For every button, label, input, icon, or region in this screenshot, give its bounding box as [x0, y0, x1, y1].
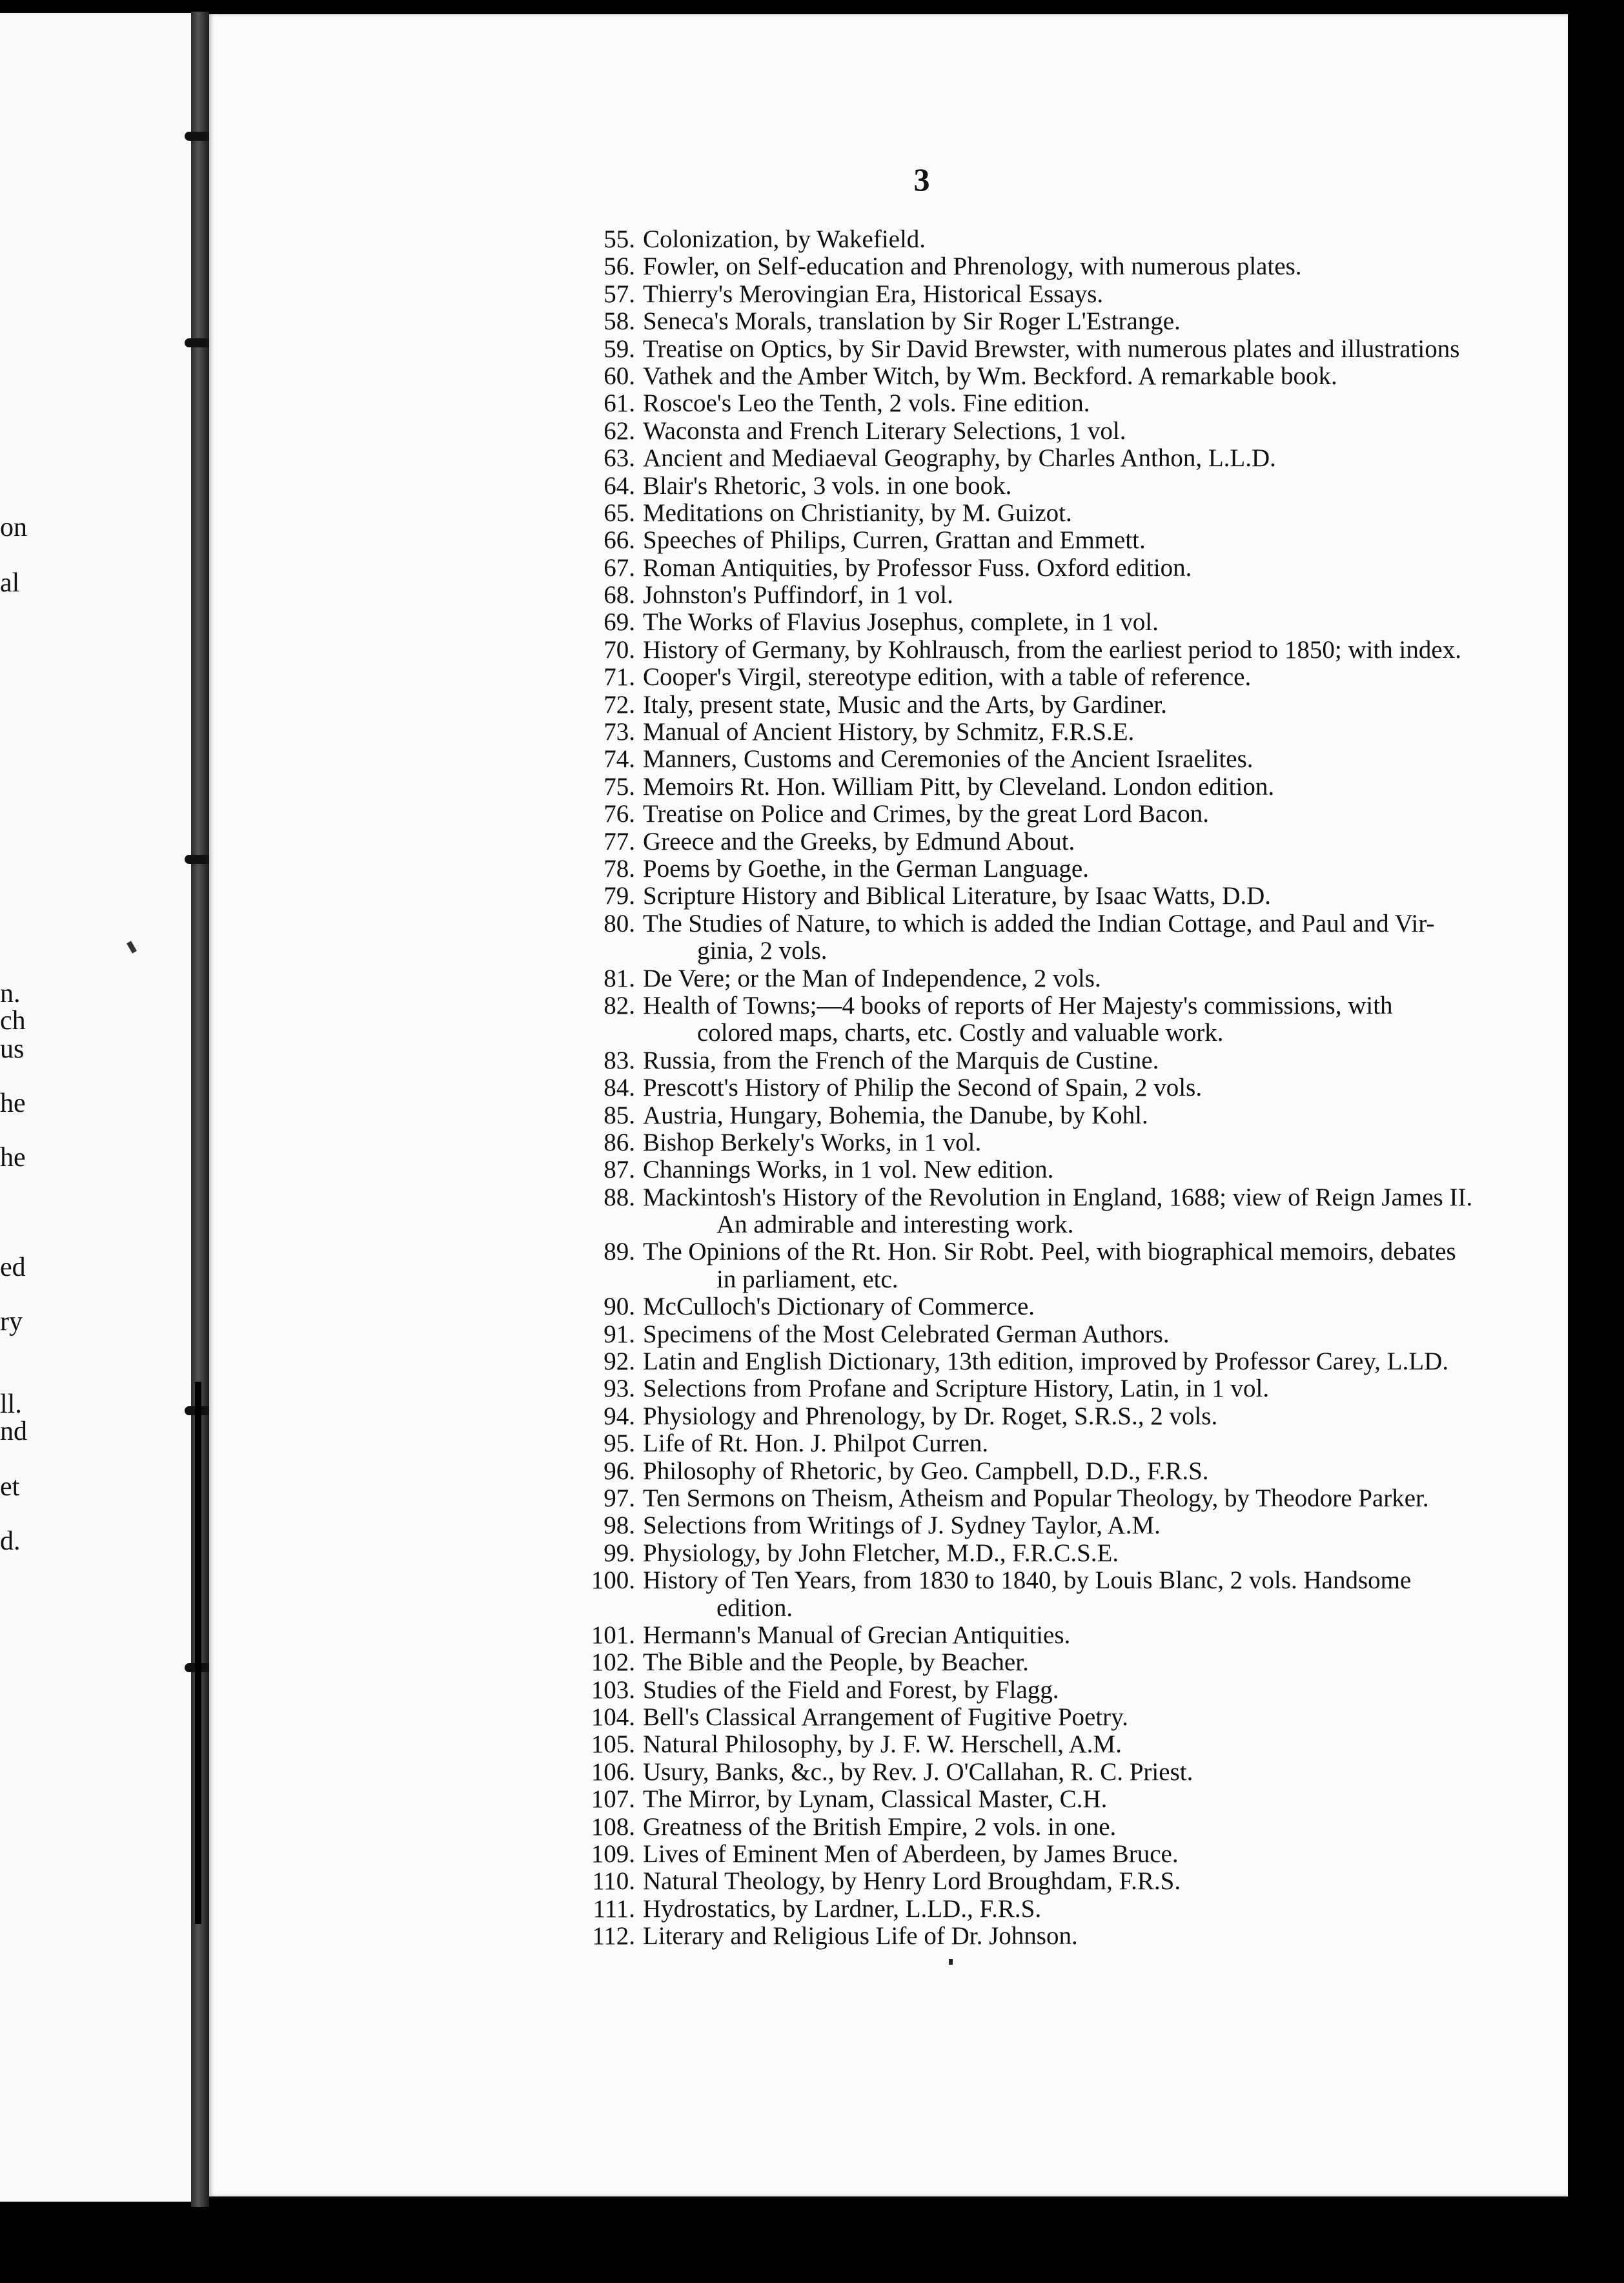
list-item	[209, 1786, 1568, 1813]
margin-fragment: d.	[0, 1526, 21, 1556]
list-item	[209, 582, 1568, 609]
book-list	[209, 226, 1568, 1950]
entry-title: McCulloch's Dictionary of Commerce.	[643, 1293, 1035, 1321]
list-item	[209, 1074, 1568, 1101]
list-item	[209, 637, 1568, 664]
list-item	[209, 746, 1568, 773]
list-item	[209, 1677, 1568, 1704]
entry-title: Manual of Ancient History, by Schmitz, F.R.S.E.	[643, 718, 1135, 746]
entry-number: 93.	[604, 1375, 635, 1403]
list-item	[209, 500, 1568, 527]
entry-number: 90.	[604, 1293, 635, 1321]
entry-number: 79.	[604, 882, 635, 910]
list-item	[209, 527, 1568, 554]
list-item-continuation	[209, 937, 1568, 965]
entry-title: Bishop Berkely's Works, in 1 vol.	[643, 1128, 982, 1156]
list-item	[209, 1923, 1568, 1950]
list-item-continuation	[209, 1211, 1568, 1238]
entry-title: Ten Sermons on Theism, Atheism and Popular Theology, by Theodore Parker.	[643, 1484, 1429, 1512]
list-item	[209, 992, 1568, 1019]
entry-number: 78.	[604, 854, 635, 883]
entry-title: Scripture History and Biblical Literature, by Isaac Watts, D.D.	[643, 882, 1272, 910]
entry-number: 59.	[604, 334, 635, 363]
entry-number: 85.	[604, 1101, 635, 1129]
list-item	[209, 883, 1568, 910]
list-item	[209, 473, 1568, 500]
list-item	[209, 418, 1568, 445]
list-item	[209, 1868, 1568, 1895]
entry-number: 72.	[604, 690, 635, 719]
list-item	[209, 1348, 1568, 1375]
list-item-continuation	[209, 1266, 1568, 1293]
entry-number: 67.	[604, 553, 635, 582]
entry-title: Greece and the Greeks, by Edmund About.	[643, 827, 1075, 855]
list-item	[209, 226, 1568, 253]
entry-number: 75.	[604, 772, 635, 801]
entry-number: 95.	[604, 1429, 635, 1458]
entry-title: Natural Theology, by Henry Lord Broughdam, F.R.S.	[643, 1867, 1181, 1896]
list-item	[209, 1649, 1568, 1676]
entry-number: 70.	[604, 635, 635, 664]
entry-title-continuation: ginia, 2 vols.	[697, 937, 827, 965]
entry-title: Austria, Hungary, Bohemia, the Danube, by Kohl.	[643, 1101, 1148, 1129]
entry-number: 108.	[591, 1812, 635, 1841]
entry-title: Natural Philosophy, by J. F. W. Herschell, A.M.	[643, 1730, 1122, 1759]
entry-number: 84.	[604, 1074, 635, 1102]
list-item	[209, 1047, 1568, 1074]
entry-number: 109.	[591, 1840, 635, 1868]
list-item	[209, 1704, 1568, 1731]
entry-title: The Bible and the People, by Beacher.	[643, 1648, 1029, 1677]
entry-number: 83.	[604, 1046, 635, 1074]
catalogue-page	[209, 14, 1568, 2196]
entry-title: Hydrostatics, by Lardner, L.LD., F.R.S.	[643, 1894, 1042, 1923]
ink-mark	[949, 1959, 953, 1965]
entry-title: Bell's Classical Arrangement of Fugitive Poetry.	[643, 1703, 1128, 1732]
entry-number: 111.	[593, 1894, 635, 1923]
entry-title: The Studies of Nature, to which is added the Indian Cottage, and Paul and Vir-	[643, 909, 1435, 937]
list-item	[209, 1238, 1568, 1265]
entry-number: 98.	[604, 1511, 635, 1540]
list-item	[209, 965, 1568, 992]
list-item	[209, 801, 1568, 828]
entry-title: Physiology and Phrenology, by Dr. Roget, S.R.S., 2 vols.	[643, 1402, 1218, 1430]
entry-number: 77.	[604, 827, 635, 855]
entry-number: 57.	[604, 280, 635, 308]
list-item	[209, 1375, 1568, 1402]
list-item	[209, 1841, 1568, 1868]
list-item	[209, 1512, 1568, 1539]
list-item-continuation	[209, 1595, 1568, 1622]
list-item	[209, 1814, 1568, 1841]
list-item	[209, 1293, 1568, 1320]
entry-number: 97.	[604, 1484, 635, 1512]
margin-fragment: al	[0, 568, 20, 598]
entry-number: 58.	[604, 307, 635, 336]
entry-number: 74.	[604, 745, 635, 773]
entry-number: 89.	[604, 1238, 635, 1266]
list-item	[209, 308, 1568, 335]
entry-number: 110.	[592, 1867, 635, 1896]
entry-title: Literary and Religious Life of Dr. Johnson.	[643, 1922, 1078, 1950]
entry-number: 86.	[604, 1128, 635, 1156]
entry-title: Specimens of the Most Celebrated German Authors.	[643, 1320, 1170, 1348]
list-item	[209, 664, 1568, 691]
entry-title: Memoirs Rt. Hon. William Pitt, by Cleveland. London edition.	[643, 772, 1275, 801]
margin-fragment: et	[0, 1472, 20, 1502]
entry-title: Health of Towns;—4 books of reports of Her Majesty's commissions, with	[643, 991, 1393, 1019]
entry-title: Life of Rt. Hon. J. Philpot Curren.	[643, 1429, 989, 1458]
entry-title: Treatise on Police and Crimes, by the great Lord Bacon.	[643, 800, 1209, 828]
entry-number: 101.	[591, 1621, 635, 1649]
list-item	[209, 1731, 1568, 1758]
list-item-continuation	[209, 1019, 1568, 1047]
entry-title: Philosophy of Rhetoric, by Geo. Campbell, D.D., F.R.S.	[643, 1457, 1209, 1485]
entry-title: The Opinions of the Rt. Hon. Sir Robt. Peel, with biographical memoirs, debates	[643, 1238, 1456, 1266]
list-item	[209, 1129, 1568, 1156]
entry-number: 102.	[591, 1648, 635, 1677]
entry-title: Seneca's Morals, translation by Sir Roger L'Estrange.	[643, 307, 1181, 336]
entry-title: Prescott's History of Philip the Second of Spain, 2 vols.	[643, 1074, 1203, 1102]
list-item	[209, 555, 1568, 582]
entry-title: Channings Works, in 1 vol. New edition.	[643, 1156, 1054, 1184]
list-item	[209, 1540, 1568, 1567]
entry-title: Blair's Rhetoric, 3 vols. in one book.	[643, 471, 1012, 500]
margin-fragment: n.	[0, 979, 21, 1008]
margin-fragment: he	[0, 1089, 26, 1118]
margin-fragment: he	[0, 1143, 26, 1172]
list-item	[209, 609, 1568, 636]
entry-number: 107.	[591, 1785, 635, 1814]
entry-title: History of Germany, by Kohlrausch, from the earliest period to 1850; with index.	[643, 635, 1461, 664]
entry-title: The Works of Flavius Josephus, complete, in 1 vol.	[643, 608, 1159, 637]
list-item	[209, 390, 1568, 417]
entry-title: Treatise on Optics, by Sir David Brewster, with numerous plates and illustrations	[643, 334, 1460, 363]
margin-fragment: ry	[0, 1307, 23, 1336]
list-item	[209, 336, 1568, 363]
list-item	[209, 363, 1568, 390]
entry-title: History of Ten Years, from 1830 to 1840, by Louis Blanc, 2 vols. Handsome	[643, 1566, 1412, 1595]
entry-title: Thierry's Merovingian Era, Historical Essays.	[643, 280, 1104, 308]
list-item	[209, 691, 1568, 719]
margin-fragment: nd	[0, 1417, 27, 1446]
entry-number: 100.	[591, 1566, 635, 1595]
entry-title: Studies of the Field and Forest, by Flagg.	[643, 1675, 1059, 1704]
left-facing-page	[0, 13, 191, 2202]
entry-number: 81.	[604, 964, 635, 992]
entry-number: 62.	[604, 416, 635, 445]
entry-number: 63.	[604, 444, 635, 473]
list-item	[209, 855, 1568, 883]
entry-title-continuation: edition.	[716, 1593, 793, 1622]
entry-title: Ancient and Mediaeval Geography, by Charles Anthon, L.L.D.	[643, 444, 1276, 473]
entry-number: 61.	[604, 389, 635, 418]
margin-fragment: on	[0, 513, 27, 542]
entry-title: Cooper's Virgil, stereotype edition, with a table of reference.	[643, 663, 1252, 691]
list-item	[209, 1430, 1568, 1457]
entry-number: 94.	[604, 1402, 635, 1430]
entry-number: 66.	[604, 526, 635, 555]
entry-title-continuation: colored maps, charts, etc. Costly and valuable work.	[697, 1019, 1224, 1047]
entry-number: 106.	[591, 1757, 635, 1786]
entry-title-continuation: An admirable and interesting work.	[716, 1211, 1074, 1239]
entry-title: Roscoe's Leo the Tenth, 2 vols. Fine edition.	[643, 389, 1090, 418]
list-item	[209, 1759, 1568, 1786]
list-item	[209, 1321, 1568, 1348]
entry-number: 64.	[604, 471, 635, 500]
list-item	[209, 1102, 1568, 1129]
entry-title: Meditations on Christianity, by M. Guizot.	[643, 498, 1072, 527]
entry-title: Russia, from the French of the Marquis de Custine.	[643, 1046, 1159, 1074]
entry-title: Waconsta and French Literary Selections, 1 vol.	[643, 416, 1126, 445]
list-item	[209, 719, 1568, 746]
entry-number: 105.	[591, 1730, 635, 1759]
list-item	[209, 1458, 1568, 1485]
entry-number: 68.	[604, 581, 635, 609]
list-item	[209, 828, 1568, 855]
entry-number: 80.	[604, 909, 635, 937]
entry-number: 60.	[604, 362, 635, 390]
entry-title: Latin and English Dictionary, 13th edition, improved by Professor Carey, L.LD.	[643, 1347, 1449, 1376]
entry-title: Colonization, by Wakefield.	[643, 225, 926, 253]
list-item	[209, 1896, 1568, 1923]
entry-title: The Mirror, by Lynam, Classical Master, C.H.	[643, 1785, 1108, 1814]
entry-title: Physiology, by John Fletcher, M.D., F.R.C.S.E.	[643, 1539, 1119, 1567]
margin-fragment: ed	[0, 1253, 26, 1282]
entry-number: 69.	[604, 608, 635, 637]
entry-number: 88.	[604, 1183, 635, 1211]
entry-title: Selections from Profane and Scripture History, Latin, in 1 vol.	[643, 1375, 1270, 1403]
margin-fragment: us	[0, 1034, 25, 1064]
binding-thread	[195, 1382, 201, 1924]
entry-number: 55.	[604, 225, 635, 253]
margin-fragment: ch	[0, 1006, 26, 1036]
entry-title: Lives of Eminent Men of Aberdeen, by James Bruce.	[643, 1840, 1179, 1868]
entry-title-continuation: in parliament, etc.	[716, 1265, 898, 1293]
list-item	[209, 1184, 1568, 1211]
entry-title: Hermann's Manual of Grecian Antiquities.	[643, 1621, 1071, 1649]
entry-number: 82.	[604, 991, 635, 1019]
entry-title: Roman Antiquities, by Professor Fuss. Oxford edition.	[643, 553, 1192, 582]
entry-number: 96.	[604, 1457, 635, 1485]
list-item	[209, 1485, 1568, 1512]
entry-title: Greatness of the British Empire, 2 vols. in one.	[643, 1812, 1117, 1841]
entry-number: 103.	[591, 1675, 635, 1704]
entry-number: 99.	[604, 1539, 635, 1567]
entry-number: 56.	[604, 252, 635, 281]
list-item	[209, 1622, 1568, 1649]
entry-title: Selections from Writings of J. Sydney Taylor, A.M.	[643, 1511, 1161, 1540]
list-item	[209, 281, 1568, 308]
entry-title: Johnston's Puffindorf, in 1 vol.	[643, 581, 953, 609]
entry-number: 92.	[604, 1347, 635, 1376]
entry-title: Poems by Goethe, in the German Language.	[643, 854, 1089, 883]
ink-mark	[127, 941, 137, 954]
page-number: 3	[913, 161, 930, 198]
entry-number: 71.	[604, 663, 635, 691]
list-item	[209, 253, 1568, 280]
entry-number: 76.	[604, 800, 635, 828]
entry-title: Italy, present state, Music and the Arts, by Gardiner.	[643, 690, 1167, 719]
entry-title: Vathek and the Amber Witch, by Wm. Beckford. A remarkable book.	[643, 362, 1337, 390]
list-item	[209, 445, 1568, 472]
entry-number: 65.	[604, 498, 635, 527]
entry-title: Manners, Customs and Ceremonies of the Ancient Israelites.	[643, 745, 1254, 773]
entry-title: De Vere; or the Man of Independence, 2 vols.	[643, 964, 1101, 992]
entry-number: 91.	[604, 1320, 635, 1348]
margin-fragment: ll.	[0, 1389, 22, 1419]
entry-number: 87.	[604, 1156, 635, 1184]
entry-title: Usury, Banks, &c., by Rev. J. O'Callahan, R. C. Priest.	[643, 1757, 1193, 1786]
entry-number: 112.	[592, 1922, 635, 1950]
entry-number: 104.	[591, 1703, 635, 1732]
entry-number: 73.	[604, 718, 635, 746]
entry-title: Mackintosh's History of the Revolution in England, 1688; view of Reign James II.	[643, 1183, 1473, 1211]
entry-title: Fowler, on Self-education and Phrenology, with numerous plates.	[643, 252, 1302, 281]
list-item	[209, 773, 1568, 801]
entry-title: Speeches of Philips, Curren, Grattan and Emmett.	[643, 526, 1146, 555]
list-item	[209, 910, 1568, 937]
list-item	[209, 1156, 1568, 1183]
list-item	[209, 1403, 1568, 1430]
list-item	[209, 1567, 1568, 1594]
